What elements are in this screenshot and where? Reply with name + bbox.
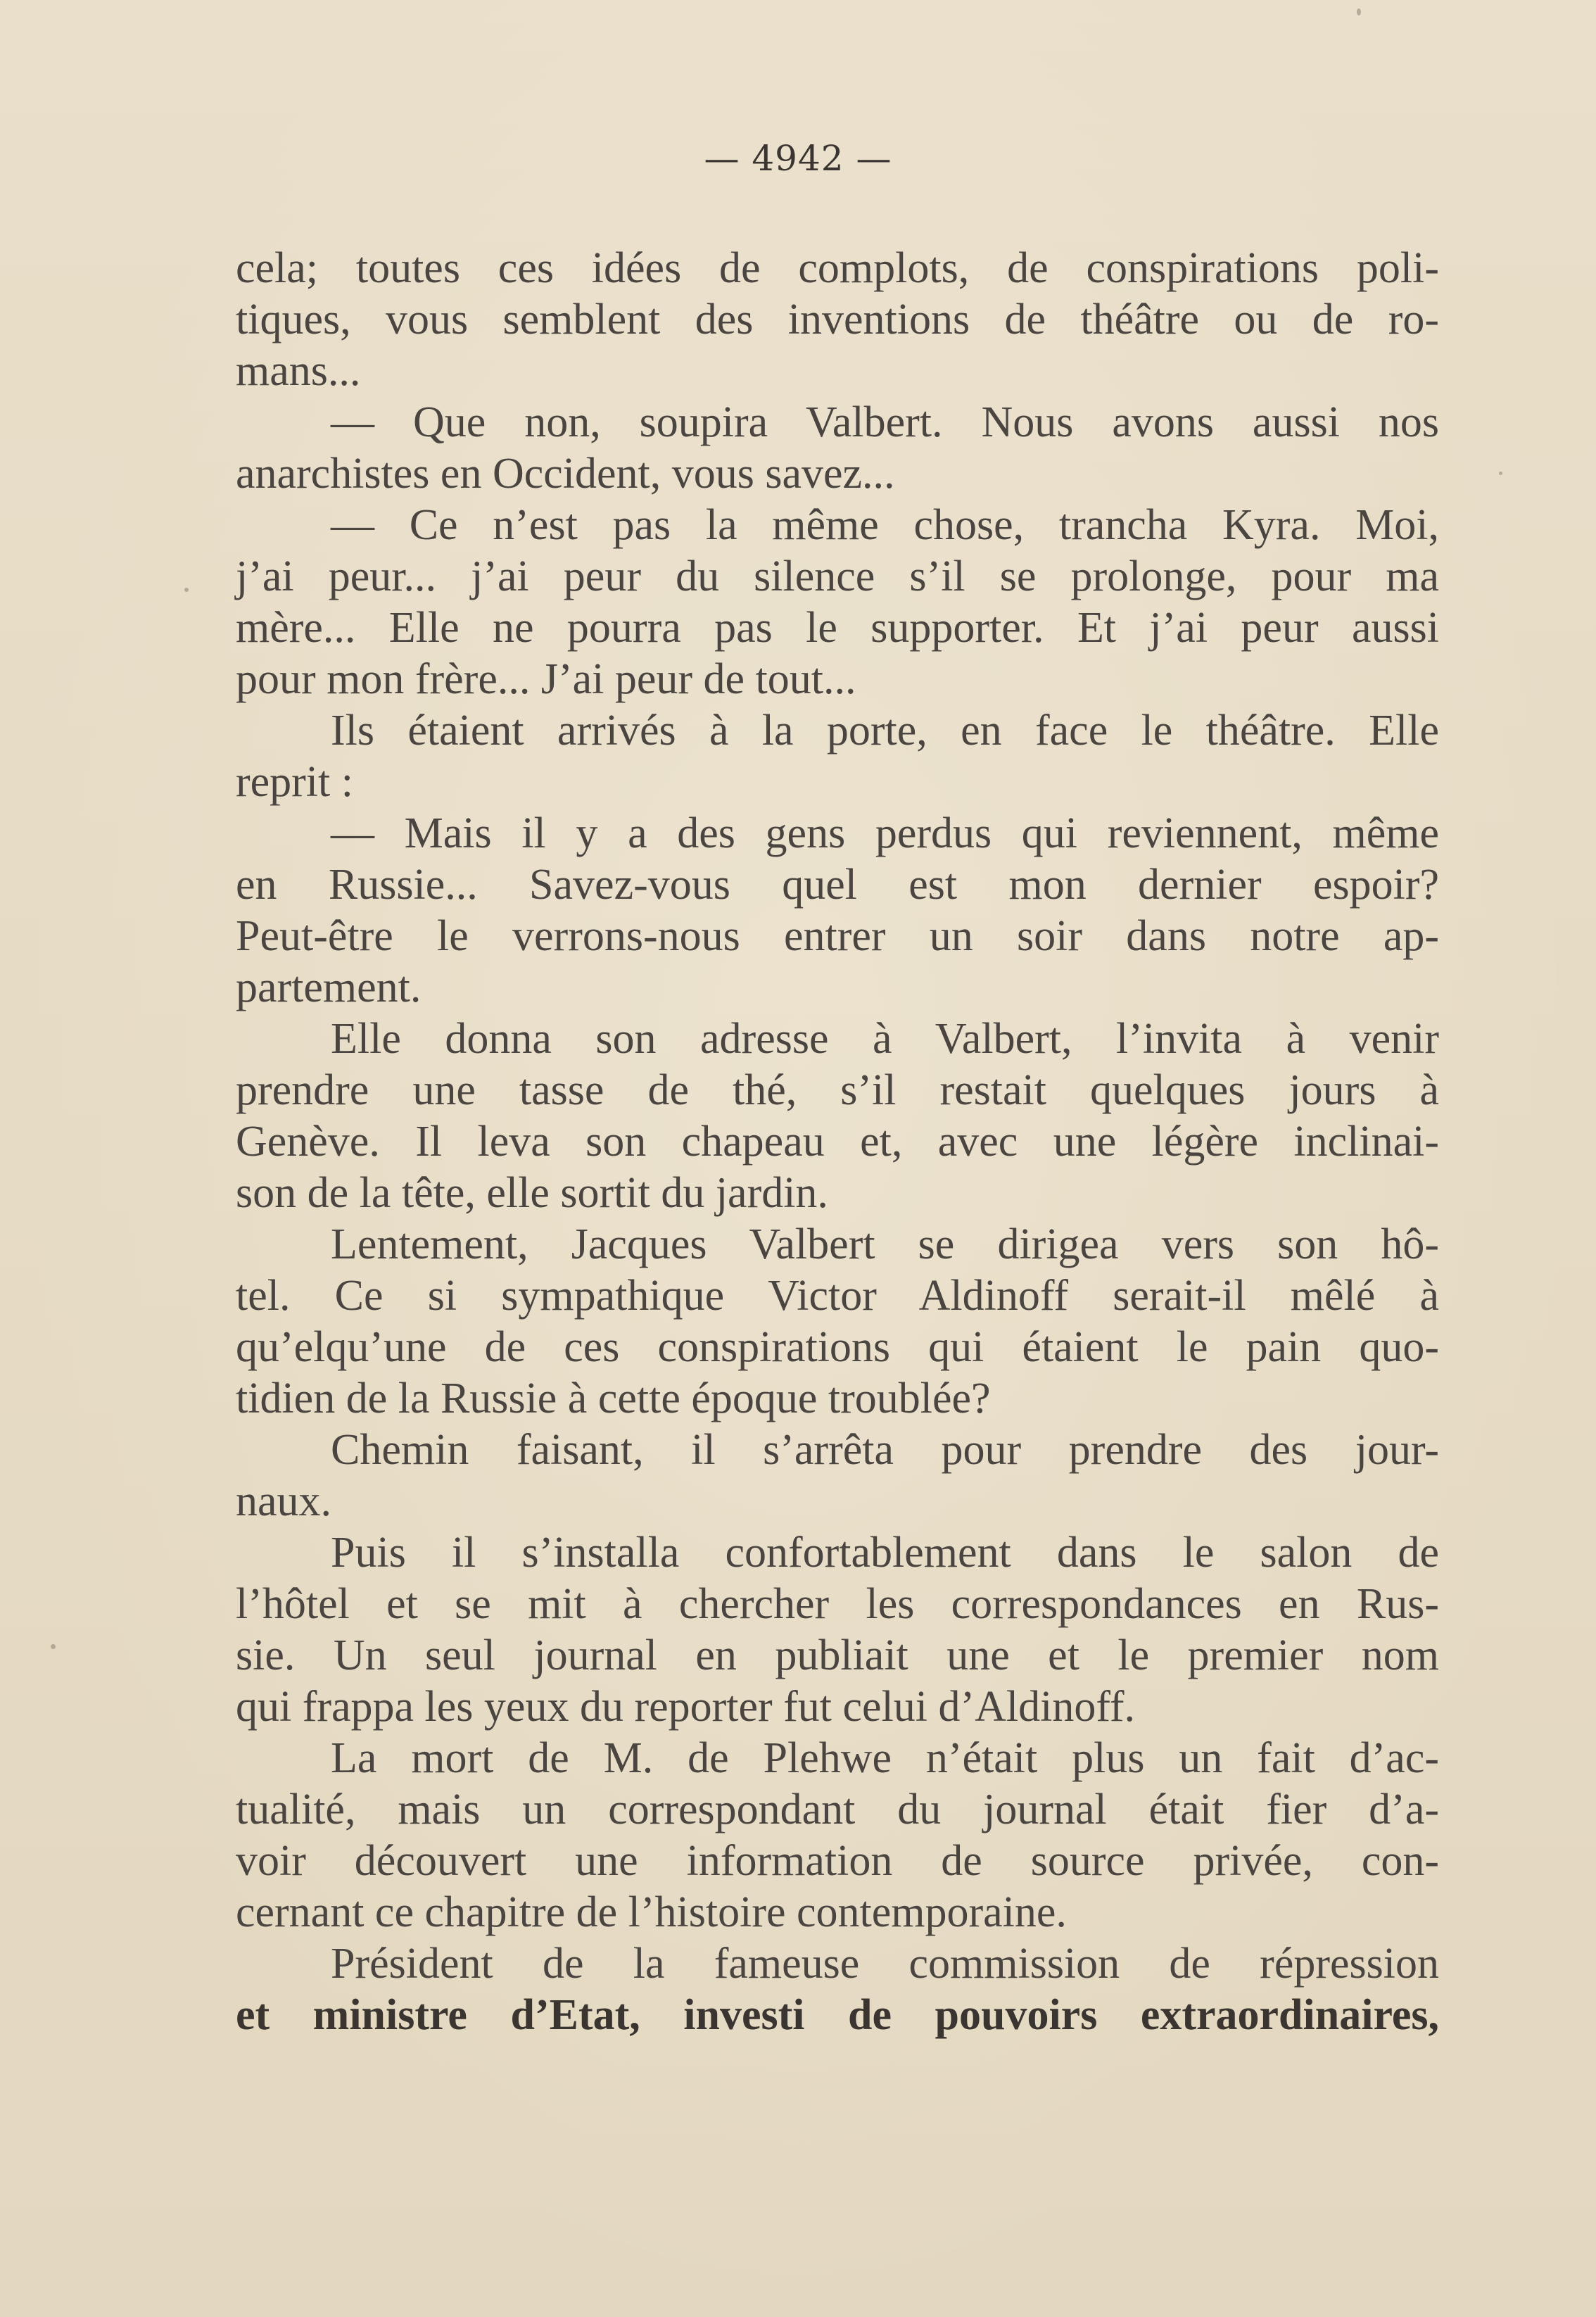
text-line: tel. Ce si sympathique Victor Aldinoff serait-il mêlé à: [236, 1272, 1439, 1320]
paper-speck: [1499, 472, 1502, 475]
text-line: naux.: [236, 1477, 332, 1525]
page-number: — 4942 —: [704, 138, 892, 179]
paper-speck: [51, 1644, 56, 1649]
text-line: pour mon frère... J’ai peur de tout...: [236, 655, 856, 703]
text-line: voir découvert une information de source privée, con-: [236, 1837, 1439, 1885]
text-line: Lentement, Jacques Valbert se dirigea vers son hô-: [331, 1220, 1439, 1268]
text-line: j’ai peur... j’ai peur du silence s’il se prolonge, pour ma: [236, 553, 1439, 600]
text-line: qui frappa les yeux du reporter fut celui d’Aldinoff.: [236, 1683, 1136, 1731]
text-line: anarchistes en Occident, vous savez...: [236, 450, 895, 498]
text-line: Elle donna son adresse à Valbert, l’invita à venir: [331, 1015, 1439, 1063]
text-line: La mort de M. de Plehwe n’était plus un fait d’ac-: [331, 1734, 1439, 1782]
text-line: — Ce n’est pas la même chose, trancha Kyra. Moi,: [331, 501, 1439, 549]
text-line: cela; toutes ces idées de complots, de conspirations poli-: [236, 244, 1439, 292]
text-line: — Mais il y a des gens perdus qui reviennent, même: [331, 809, 1439, 857]
text-line: qu’elqu’une de ces conspirations qui étaient le pain quo-: [236, 1323, 1439, 1371]
text-line: Président de la fameuse commission de répression: [331, 1940, 1439, 1988]
text-line: sie. Un seul journal en publiait une et le premier nom: [236, 1631, 1439, 1679]
text-line: et ministre d’Etat, investi de pouvoirs extraordinaires,: [236, 1991, 1439, 2039]
text-line: en Russie... Savez-vous quel est mon dernier espoir?: [236, 861, 1439, 909]
text-line: l’hôtel et se mit à chercher les correspondances en Rus-: [236, 1580, 1439, 1628]
text-line: tualité, mais un correspondant du journal était fier d’a-: [236, 1786, 1439, 1833]
text-line: Peut-être le verrons-nous entrer un soir dans notre ap-: [236, 912, 1439, 960]
text-line: tiques, vous semblent des inventions de théâtre ou de ro-: [236, 296, 1439, 343]
text-line: prendre une tasse de thé, s’il restait quelques jours à: [236, 1066, 1439, 1114]
paper-speck: [184, 588, 189, 592]
text-line: cernant ce chapitre de l’histoire contemporaine.: [236, 1888, 1067, 1936]
text-line: — Que non, soupira Valbert. Nous avons aussi nos: [331, 398, 1439, 446]
text-line: son de la tête, elle sortit du jardin.: [236, 1169, 828, 1217]
text-line: Chemin faisant, il s’arrêta pour prendre des jour-: [331, 1426, 1439, 1474]
body-text: [236, 243, 1439, 2041]
text-line: mère... Elle ne pourra pas le supporter. Et j’ai peur aussi: [236, 604, 1439, 652]
text-line: tidien de la Russie à cette époque troublée?: [236, 1375, 991, 1422]
text-line: Puis il s’installa confortablement dans le salon de: [331, 1529, 1439, 1577]
paper-speck: [1357, 8, 1361, 15]
text-line: Genève. Il leva son chapeau et, avec une légère inclinai-: [236, 1118, 1439, 1166]
text-line: reprit :: [236, 758, 353, 806]
text-line: mans...: [236, 347, 361, 395]
text-line: partement.: [236, 964, 422, 1011]
text-line: Ils étaient arrivés à la porte, en face le théâtre. Elle: [331, 707, 1439, 755]
